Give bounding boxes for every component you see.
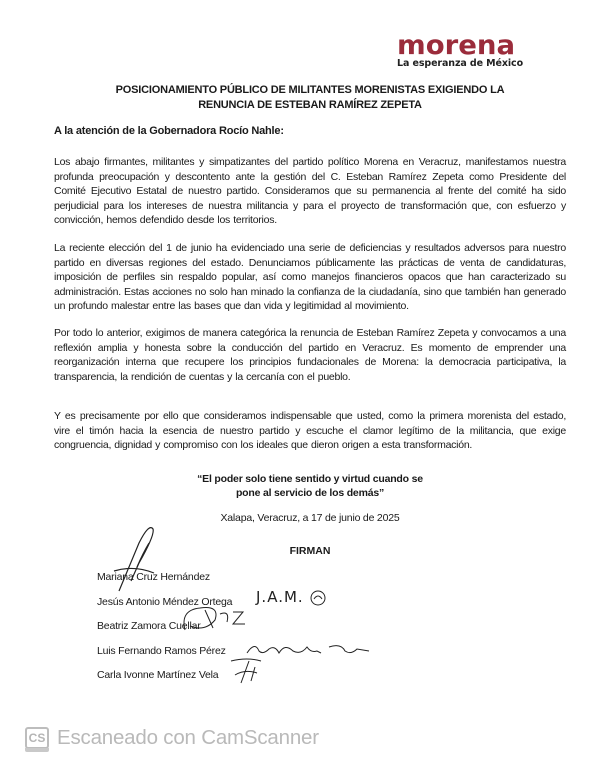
signer-5 <box>97 669 232 694</box>
document-title <box>60 83 560 113</box>
quote-line-1: “El poder solo tiene sentido y virtud cuando se <box>197 473 423 485</box>
firman-heading: FIRMAN <box>289 545 331 557</box>
signer-name: Beatriz Zamora Cuellar <box>97 620 201 633</box>
logo-word: morena <box>397 30 516 61</box>
signer-3 <box>97 620 232 645</box>
signers-list <box>97 571 304 694</box>
signer-name: Carla Ivonne Martínez Vela <box>97 669 219 682</box>
signer-4 <box>97 645 232 670</box>
logo-tagline: La esperanza de México <box>397 58 524 69</box>
signature-4-icon <box>245 639 375 661</box>
paragraph-2: La reciente elección del 1 de junio ha evidenciado una serie de deficiencias y resultados adversos para nuestro partido en diversas regiones del estado. Denunciamos públicamente las prácticas de venta de candidaturas, imposición de perfiles sin respaldo popular, así como manejos financieros opacos que han caracterizado su administración. Estas acciones no solo han minado la confianza de la ciudadanía, sino que también han generado un profundo malestar entre las bases que dan vida y legitimidad al movimiento. <box>54 242 566 312</box>
paragraph-1: Los abajo firmantes, militantes y simpatizantes del partido político Morena en Veracruz, manifestamos nuestra profunda preocupación y descontento ante la gestión del C. Esteban Ramírez Zepeta como Presidente del Comité Ejecutivo Estatal de nuestro partido. Consideramos que su permanencia al frente del comité ha sido perjudicial para los intereses de nuestra militancia y para el proyecto de transformación que, con esfuerzo y convicción, hemos defendido desde los territorios. <box>54 156 566 226</box>
paragraph-3: Por todo lo anterior, exigimos de manera categórica la renuncia de Esteban Ramírez Zepeta y convocamos a una reflexión amplia y honesta sobre la conducción del partido en Veracruz. Es momento de emprender una reorganización interna que recupere los principios fundacionales de Morena: la democracia participativa, la transparencia, la rendición de cuentas y la cercanía con el pueblo. <box>54 327 566 383</box>
attention-line: A la atención de la Gobernadora Rocío Nahle: <box>54 125 284 137</box>
signature-2-initials: J.A.M. <box>256 587 304 606</box>
camscanner-footer <box>25 726 319 750</box>
camscanner-text: Escaneado con CamScanner <box>57 726 319 749</box>
morena-logo <box>397 30 527 69</box>
closing-quote <box>150 472 470 500</box>
quote-line-2: pone al servicio de los demás” <box>235 487 385 499</box>
title-line-2: RENUNCIA DE ESTEBAN RAMÍREZ ZEPETA <box>198 99 422 111</box>
signer-name: Luis Fernando Ramos Pérez <box>97 644 226 657</box>
signer-1 <box>97 571 232 596</box>
signer-2 <box>97 587 304 621</box>
camscanner-icon: CS <box>25 727 49 749</box>
paragraph-4: Y es precisamente por ello que consideramos indispensable que usted, como la primera morenista del estado, vire el timón hacia la esencia de nuestro partido y escuche el clamor legítimo de la militancia, que exige congruencia, dignidad y compromiso con los ideales que dieron origen a esta transformación. <box>54 410 566 451</box>
signer-name: Jesús Antonio Méndez Ortega <box>97 595 233 608</box>
place-date: Xalapa, Veracruz, a 17 de junio de 2025 <box>220 512 400 524</box>
signature-2-icon <box>309 589 327 607</box>
signature-5-icon <box>227 655 267 687</box>
signer-name: Mariana Cruz Hernández <box>97 571 210 583</box>
title-line-1: POSICIONAMIENTO PÚBLICO DE MILITANTES MORENISTAS EXIGIENDO LA <box>115 84 505 96</box>
